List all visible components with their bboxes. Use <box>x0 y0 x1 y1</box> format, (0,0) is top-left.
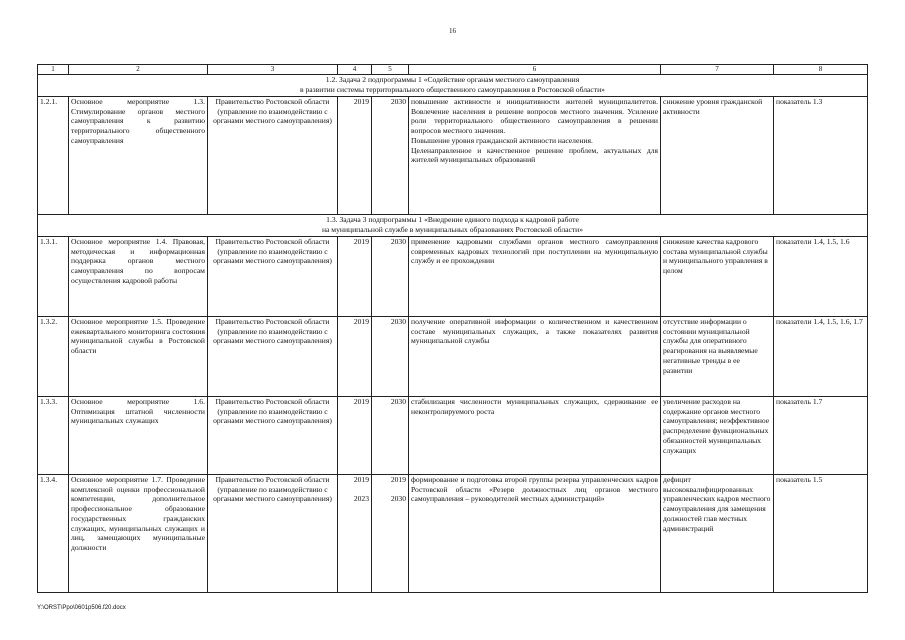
indicator-link: показатель 1.3 <box>774 97 868 215</box>
column-header: 8 <box>774 65 868 75</box>
measure-name: Основное мероприятие 1.7. Проведение комплексной оценки профессиональной компетенции, дополнительное профессиональное образование государственных гражданских служащих, муниципальных служащих и лиц, замещающих муниципальные должности <box>69 475 208 593</box>
file-path-footer: Y:\ORST\Ppo\0601p506.f20.docx <box>37 605 126 611</box>
column-number-row <box>38 65 868 75</box>
end-year: 2030 <box>372 317 409 397</box>
column-header: 3 <box>208 65 338 75</box>
indicator-link: показатели 1.4, 1.5, 1.6 <box>774 237 868 317</box>
indicator-link: показатель 1.5 <box>774 475 868 593</box>
section-title: 1.2. Задача 2 подпрограммы 1 «Содействие органам местного самоуправления в развитии системы территориального общественного самоуправления в Ростовской области» <box>38 75 868 97</box>
executor: Правительство Ростовской области (управление по взаимодействию с органами местного самоуправления) <box>208 317 338 397</box>
table-row <box>38 97 868 215</box>
non-implementation-consequence: увеличение расходов на содержание органов местного самоуправления; неэффективное распределение функциональных обязанностей муниципальных служащих <box>661 397 774 475</box>
measure-name: Основное мероприятие 1.6. Оптимизация штатной численности муниципальных служащих <box>69 397 208 475</box>
table-row <box>38 317 868 397</box>
non-implementation-consequence: снижение уровня гражданской активности <box>661 97 774 215</box>
page-number: 16 <box>449 27 456 35</box>
start-year: 2019 <box>338 317 372 397</box>
section-header-row <box>38 215 868 237</box>
measure-name: Основное мероприятие 1.5. Проведение ежеквартального мониторинга состояния муниципальной службы в Ростовской области <box>69 317 208 397</box>
executor: Правительство Ростовской области (управление по взаимодействию с органами местного самоуправления) <box>208 97 338 215</box>
row-number: 1.3.3. <box>38 397 69 475</box>
table-row <box>38 237 868 317</box>
column-header: 2 <box>69 65 208 75</box>
indicator-link: показатели 1.4, 1.5, 1.6, 1.7 <box>774 317 868 397</box>
expected-result: стабилизация численности муниципальных служащих, сдерживание ее неконтролируемого роста <box>409 397 661 475</box>
expected-result: повышение активности и инициативности жителей муниципалитетов. Вовлечение населения в решение вопросов местного значения. Усиление роли территориального общественного самоуправления в решении вопросов местного значения. Повышение уровня гражданской активности населения. Целенаправленное и качественное решение проблем, актуальных для жителей муниципальных образований <box>409 97 661 215</box>
expected-result: формирование и подготовка второй группы резерва управленческих кадров Ростовской области «Резерв должностных лиц органов местного самоуправления – руководителей местных администраций» <box>409 475 661 593</box>
non-implementation-consequence: дефицит высококвалифицированных управленческих кадров местного самоуправления для замещения должностей глав местных администраций <box>661 475 774 593</box>
end-year: 2030 <box>372 397 409 475</box>
measure-name: Основное мероприятие 1.4. Правовая, методическая и информационная поддержка органов местного самоуправления по вопросам осуществления кадровой работы <box>69 237 208 317</box>
start-year: 2019 <box>338 97 372 215</box>
table-body <box>38 65 868 593</box>
expected-result: применение кадровыми службами органов местного самоуправления современных кадровых технологий при поступлении на муниципальную службу и ее прохождении <box>409 237 661 317</box>
row-number: 1.3.2. <box>38 317 69 397</box>
row-number: 1.2.1. <box>38 97 69 215</box>
table-row <box>38 397 868 475</box>
expected-result: получение оперативной информации о количественном и качественном составе муниципальных служащих, а также показателях развития муниципальной службы <box>409 317 661 397</box>
column-header: 5 <box>372 65 409 75</box>
table-row <box>38 475 868 593</box>
non-implementation-consequence: отсутствие информации о состоянии муниципальной службы для оперативного реагирования на выявляемые негативные тренды в ее развитии <box>661 317 774 397</box>
row-number: 1.3.4. <box>38 475 69 593</box>
row-number: 1.3.1. <box>38 237 69 317</box>
column-header: 6 <box>409 65 661 75</box>
start-year: 2019 <box>338 237 372 317</box>
non-implementation-consequence: снижение качества кадрового состава муниципальной службы и муниципального управления в целом <box>661 237 774 317</box>
start-year: 2019 <box>338 397 372 475</box>
section-header-row <box>38 75 868 97</box>
executor: Правительство Ростовской области (управление по взаимодействию с органами местного самоуправления) <box>208 475 338 593</box>
column-header: 4 <box>338 65 372 75</box>
executor: Правительство Ростовской области (управление по взаимодействию с органами местного самоуправления) <box>208 397 338 475</box>
end-year: 2019 2030 <box>372 475 409 593</box>
column-header: 1 <box>38 65 69 75</box>
executor: Правительство Ростовской области (управление по взаимодействию с органами местного самоуправления) <box>208 237 338 317</box>
start-year: 2019 2023 <box>338 475 372 593</box>
measures-table <box>37 64 868 593</box>
end-year: 2030 <box>372 97 409 215</box>
end-year: 2030 <box>372 237 409 317</box>
section-title: 1.3. Задача 3 подпрограммы 1 «Внедрение единого подхода к кадровой работе на муниципальной службе в муниципальных образованиях Ростовской области» <box>38 215 868 237</box>
measure-name: Основное мероприятие 1.3. Стимулирование органов местного самоуправления к развитию территориального общественного самоуправления <box>69 97 208 215</box>
indicator-link: показатель 1.7 <box>774 397 868 475</box>
column-header: 7 <box>661 65 774 75</box>
